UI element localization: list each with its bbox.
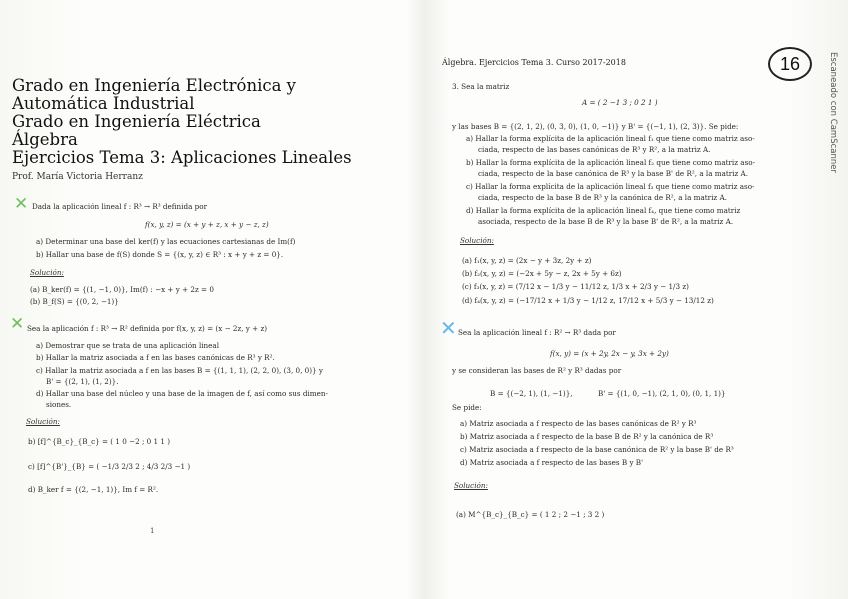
checkmark-ex1-icon: ✕ (14, 194, 29, 214)
ex4-solution-label: Solución: (454, 481, 488, 490)
ex1-solution-b: (b) B_f(S) = {(0, 2, −1)} (30, 297, 119, 306)
camscanner-watermark: Escaneado con CamScanner (828, 52, 838, 173)
ex2-part-d-line1: d) Hallar una base del núcleo y una base de la imagen de f, así como sus dimen- (36, 389, 328, 398)
ex3-solution-label: Solución: (460, 236, 494, 245)
title-line-5: Ejercicios Tema 3: Aplicaciones Lineales (12, 148, 352, 167)
ex2-part-a: a) Demostrar que se trata de una aplicación lineal (36, 341, 220, 350)
ex1-part-a: a) Determinar una base del ker(f) y las ecuaciones cartesianas de Im(f) (36, 237, 296, 246)
ex3-part-d-line2: asociada, respecto de la base B de R³ y la base B' de R², a la matriz A. (478, 217, 734, 226)
ex2-part-b: b) Hallar la matriz asociada a f en las bases canónicas de R³ y R². (36, 353, 275, 362)
title-line-4: Álgebra (12, 130, 78, 149)
cross-ex4-icon: ✕ (440, 316, 457, 340)
ex4-part-a: a) Matriz asociada a f respecto de las bases canónicas de R² y R³ (460, 419, 697, 428)
ex2-part-c-line1: c) Hallar la matriz asociada a f en las bases B = {(1, 1, 1), (2, 2, 0), (3, 0, 0)} y (36, 366, 323, 375)
checkmark-ex2-icon: ✕ (10, 314, 25, 334)
ex3-bases: y las bases B = {(2, 1, 2), (0, 3, 0), (1, 0, −1)} y B' = {(−1, 1), (2, 3)}. Se pide: (452, 122, 739, 131)
ex2-solution-label: Solución: (26, 417, 60, 426)
ex1-formula: f(x, y, z) = (x + y + z, x + y − z, z) (145, 220, 269, 229)
page-number: 1 (150, 527, 155, 535)
ex2-solution-d: d) B_ker f = {(2, −1, 1)}, Im f = R². (28, 485, 159, 494)
ex3-solution-d: (d) f₄(x, y, z) = (−17/12 x + 1/3 y − 1/12 z, 17/12 x + 5/3 y − 13/12 z) (462, 296, 714, 305)
ex1-part-b: b) Hallar una base de f(S) donde S = {(x, y, z) ∈ R³ : x + y + z = 0}. (36, 250, 284, 259)
ex4-statement: Sea la aplicación lineal f : R² → R³ dada por (458, 328, 616, 337)
ex4-part-d: d) Matriz asociada a f respecto de las bases B y B' (460, 458, 644, 467)
ex2-statement: Sea la aplicación f : R³ → R² definida por f(x, y, z) = (x − 2z, y + z) (27, 324, 268, 333)
title-line-3: Grado en Ingeniería Eléctrica (12, 112, 261, 131)
ex4-part-c: c) Matriz asociada a f respecto de la base canónica de R² y la base B' de R³ (460, 445, 734, 454)
ex4-basis-B-prime: B' = {(1, 0, −1), (2, 1, 0), (0, 1, 1)} (598, 389, 726, 398)
ex3-part-a-line2: ciada, respecto de las bases canónicas de R³ y R², a la matriz A. (478, 145, 711, 154)
page-count-badge (768, 47, 812, 81)
right-header: Álgebra. Ejercicios Tema 3. Curso 2017-2018 (442, 58, 626, 67)
ex2-solution-b: b) [f]^{B_c}_{B_c} = ( 1 0 −2 ; 0 1 1 ) (28, 437, 171, 446)
ex3-part-c-line2: ciada, respecto de la base B de R³ y la canónica de R², a la matriz A. (478, 193, 727, 202)
ex3-solution-c: (c) f₃(x, y, z) = (7/12 x − 1/3 y − 11/12 z, 1/3 x + 2/3 y − 1/3 z) (462, 282, 689, 291)
ex4-formula: f(x, y) = (x + 2y, 2x − y, 3x + 2y) (550, 349, 669, 358)
title-line-2: Automática Industrial (12, 94, 195, 113)
ex4-basis-B: B = {(−2, 1), (1, −1)}, (490, 389, 573, 398)
ex1-solution-a: (a) B_ker(f) = {(1, −1, 0)}, Im(f) : −x + y + 2z = 0 (30, 285, 214, 294)
ex1-statement: Dada la aplicación lineal f : R³ → R³ definida por (32, 202, 208, 211)
ex3-part-c-line1: c) Hallar la forma explícita de la aplicación lineal f₃ que tiene como matriz aso- (466, 182, 755, 191)
ex3-part-d-line1: d) Hallar la forma explícita de la aplicación lineal f₄, que tiene como matriz (466, 206, 741, 215)
ex4-part-b: b) Matriz asociada a f respecto de la base B de R² y la canónica de R³ (460, 432, 714, 441)
ex3-part-b-line1: b) Hallar la forma explícita de la aplicación lineal f₂ que tiene como matriz aso- (466, 158, 756, 167)
ex2-part-c-line2: B' = {(2, 1), (1, 2)}. (46, 377, 119, 386)
ex1-solution-label: Solución: (30, 268, 64, 277)
ex4-bases-intro: y se consideran las bases de R² y R³ dadas por (452, 366, 622, 375)
ex3-solution-a: (a) f₁(x, y, z) = (2x − y + 3z, 2y + z) (462, 256, 592, 265)
ex3-statement: 3. Sea la matriz (452, 82, 510, 91)
author: Prof. María Victoria Herranz (12, 172, 143, 182)
ex3-solution-b: (b) f₂(x, y, z) = (−2x + 5y − z, 2x + 5y + 6z) (462, 269, 622, 278)
ex2-part-d-line2: siones. (46, 400, 72, 409)
ex4-solution-a: (a) M^{B_c}_{B_c} = ( 1 2 ; 2 −1 ; 3 2 ) (456, 510, 605, 519)
ex3-matrix: A = ( 2 −1 3 ; 0 2 1 ) (582, 98, 658, 107)
ex3-part-b-line2: ciada, respecto de la base canónica de R³ y la base B' de R², a la matriz A. (478, 169, 749, 178)
ex3-part-a-line1: a) Hallar la forma explícita de la aplicación lineal f₁ que tiene como matriz aso- (466, 134, 755, 143)
title-line-1: Grado en Ingeniería Electrónica y (12, 76, 296, 95)
page-count-badge-text: 16 (779, 53, 801, 74)
ex2-solution-c: c) [f]^{B'}_{B} = ( −1/3 2/3 2 ; 4/3 2/3 −1 ) (28, 462, 191, 471)
ex4-ask: Se pide: (452, 403, 482, 412)
